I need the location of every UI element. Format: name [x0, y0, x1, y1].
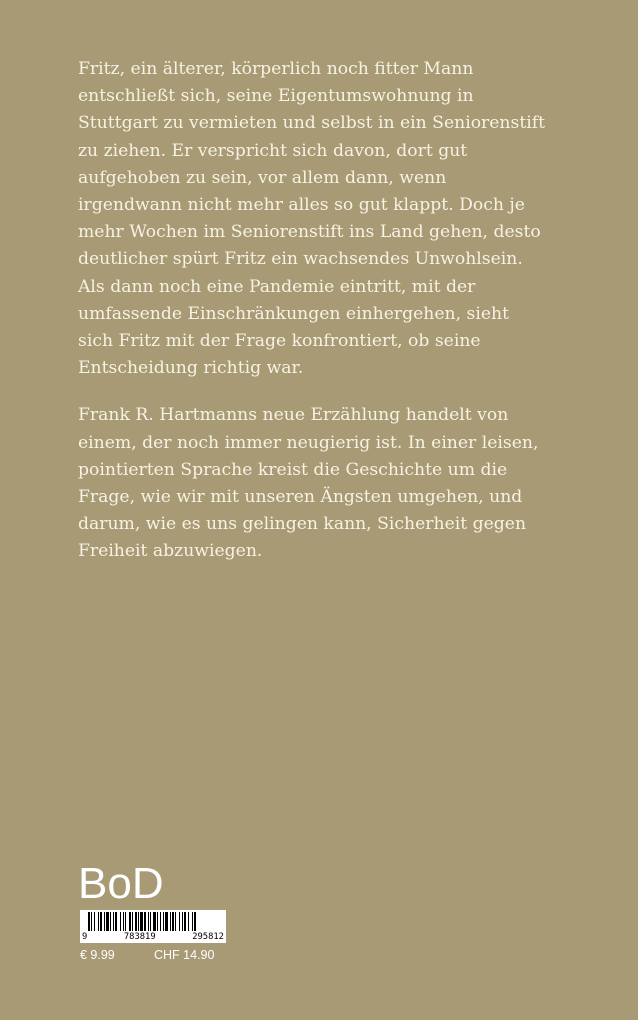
blurb-paragraph-2: Frank R. Hartmanns neue Erzählung handelt von einem, der noch immer neugierig ist. In einer leisen, pointierten Sprache kreist die Geschichte um die Frage, wie wir mit unseren Ängsten umgehen, und darum, wie es uns gelingen kann, Sicherheit gegen Freiheit abzuwiegen. — [78, 405, 539, 562]
cover-blurb — [78, 56, 548, 586]
isbn-number — [82, 932, 224, 942]
blurb-paragraph-1: Fritz, ein älterer, körperlich noch fitter Mann entschließt sich, seine Eigentumswohnung in Stuttgart zu vermieten und selbst in ein Seniorenstift zu ziehen. Er verspricht sich davon, dort gut aufgehoben zu sein, vor allem dann, wenn irgendwann nicht mehr alles so gut klappt. Doch je mehr Wochen im Seniorenstift ins Land gehen, desto deutlicher spürt Fritz ein wachsendes Unwohlsein. Als dann noch eine Pandemie eintritt, mit der umfassende Einschränkungen einhergehen, sieht sich Fritz mit der Frage konfrontiert, ob seine Entscheidung richtig war. — [78, 59, 545, 379]
price-chf: CHF 14.90 — [154, 948, 215, 962]
publisher-logo: BoD — [78, 859, 164, 908]
isbn-group-2: 295812 — [192, 932, 224, 942]
isbn-first-digit: 9 — [82, 932, 88, 942]
price-eur: € 9.99 — [80, 948, 115, 962]
barcode-bars-icon — [82, 912, 224, 931]
isbn-group-1: 783819 — [123, 932, 156, 942]
isbn-barcode — [80, 910, 226, 943]
